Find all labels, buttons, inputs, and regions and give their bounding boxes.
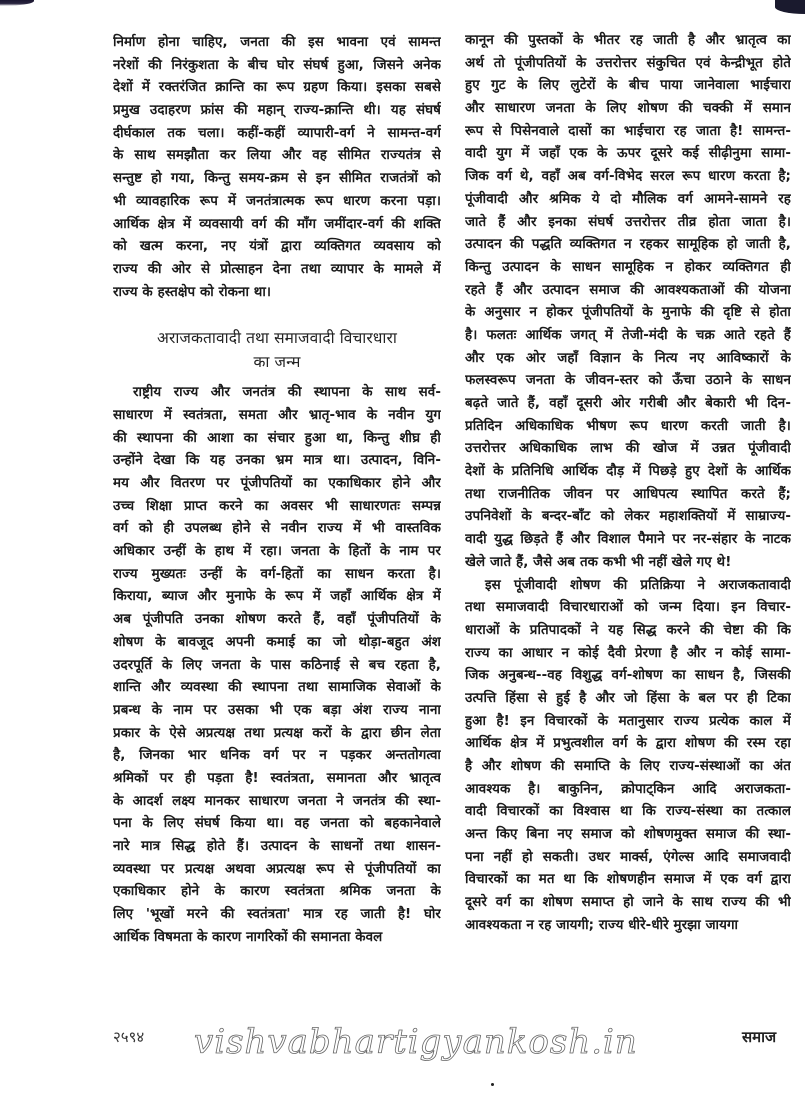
right-column	[465, 30, 791, 938]
text-line: किन्तु उत्पादन के साधन सामूहिक न होकर व्यक्तिगत ही	[465, 259, 791, 275]
text-line: वादी युद्ध छिड़ते हैं और विशाल पैमाने पर नर-संहार के नाटक	[465, 532, 791, 548]
text-line: पना नहीं हो सकती। उधर मार्क्स, एंगेल्स आदि समाजवादी	[465, 849, 791, 865]
section-name: समाज	[742, 1028, 777, 1046]
text-line: एकाधिकार होने के कारण स्वतंत्रता श्रमिक जनता के	[113, 884, 441, 900]
text-line: वादी युग में जहाँ एक के ऊपर दूसरे कई सीढ़ीनुमा सामा-	[465, 146, 791, 162]
text-line: तथा समाजवादी विचारधाराओं को जन्म दिया। इन विचार-	[465, 600, 791, 616]
text-line: अब पूंजीपति उनका शोषण करते हैं, वहाँ पूंजीपतियों के	[113, 612, 441, 628]
text-line: तथा राजनीतिक जीवन पर आधिपत्य स्थापित करते हैं;	[465, 486, 791, 502]
text-line: और साधारण जनता के लिए शोषण की चक्की में समान	[465, 101, 791, 117]
text-line: राज्य का आधार न कोई दैवी प्रेरणा है और न कोई सामा-	[465, 645, 791, 661]
section-heading	[113, 326, 441, 374]
text-line: सन्तुष्ट हो गया, किन्तु समय-क्रम से इन सीमित राजतंत्रों को	[113, 171, 441, 187]
text-line: उच्च शिक्षा प्राप्त करने का अवसर भी साधारणतः सम्पन्न	[113, 498, 441, 514]
text-line: उत्तरोत्तर अधिकाधिक लाभ की खोज में उन्नत पूंजीवादी	[465, 441, 791, 457]
scan-speck	[491, 1083, 494, 1086]
page-number: २५९४	[113, 1028, 145, 1046]
text-line: राज्य मुख्यतः उन्हीं के वर्ग-हितों का साधन करता है।	[113, 566, 441, 582]
text-line: पना के लिए संघर्ष किया था। वह जनता को बहकानेवाले	[113, 816, 441, 832]
text-line: नरेशों की निरंकुशता के बीच घोर संघर्ष हुआ, जिसने अनेक	[113, 57, 441, 73]
right-paragraph-1	[465, 30, 791, 575]
text-line: आर्थिक क्षेत्र में व्यवसायी वर्ग की माँग जमींदार-वर्ग की शक्ति	[113, 216, 441, 232]
text-line: शान्ति और व्यवस्था की स्थापना तथा सामाजिक सेवाओं के	[113, 680, 441, 696]
text-line: अधिकार उन्हीं के हाथ में रहा। जनता के हितों के नाम पर	[113, 544, 441, 560]
text-line: उन्होंने देखा कि यह उनका भ्रम मात्र था। उत्पादन, विनि-	[113, 453, 441, 469]
text-line: इस पूंजीवादी शोषण की प्रतिक्रिया ने अराजकतावादी	[485, 577, 791, 593]
text-line: और एक ओर जहाँ विज्ञान के नित्य नए आविष्कारों के	[465, 350, 791, 366]
text-line: आर्थिक क्षेत्र में प्रभुत्वशील वर्ग के द्वारा शोषण की रस्म रहा	[465, 736, 791, 752]
text-line: राष्ट्रीय राज्य और जनतंत्र की स्थापना के साथ सर्व-	[133, 385, 441, 401]
watermark: vishvabhartigyankosh.in	[194, 1022, 638, 1062]
scan-edge-shadow-left	[0, 0, 34, 6]
text-line: फलस्वरूप जनता के जीवन-स्तर को ऊँचा उठाने के साधन	[465, 373, 791, 389]
text-line: कानून की पुस्तकों के भीतर रह जाती है और भ्रातृत्व का	[465, 33, 791, 48]
text-line: राज्य के हस्तक्षेप को रोकना था।	[113, 284, 272, 300]
left-column	[113, 32, 441, 949]
text-line: जिक अनुबन्ध--वह विशुद्ध वर्ग-शोषण का साधन है, जिसकी	[465, 668, 791, 684]
text-line: अर्थ तो पूंजीपतियों के उत्तरोत्तर संकुचित एवं केन्द्रीभूत होते	[465, 55, 791, 71]
text-line: खेले जाते हैं, जैसे अब तक कभी भी नहीं खेले गए थे!	[465, 554, 732, 570]
text-line: देशों में रक्तरंजित क्रान्ति का रूप ग्रहण किया। इसका सबसे	[113, 80, 441, 96]
text-line: राज्य की ओर से प्रोत्साहन देना तथा व्यापार के मामले में	[113, 261, 441, 277]
text-line: प्रतिदिन अधिकाधिक भीषण रूप धारण करती जाती है।	[465, 418, 791, 434]
text-line: आर्थिक विषमता के कारण नागरिकों की समानता केवल	[113, 929, 383, 945]
text-line: किराया, ब्याज और मुनाफे के रूप में जहाँ आर्थिक क्षेत्र में	[113, 589, 441, 605]
text-line: शोषण के बावजूद अपनी कमाई का जो थोड़ा-बहुत अंश	[113, 634, 441, 650]
section-heading-line-2: का जन्म	[253, 353, 301, 372]
text-line: देशों के प्रतिनिधि आर्थिक दौड़ में पिछड़े हुए देशों के आर्थिक	[465, 464, 791, 480]
text-line: व्यवस्था पर प्रत्यक्ष अथवा अप्रत्यक्ष रूप से पूंजीपतियों का	[113, 861, 441, 877]
text-line: नारे मात्र सिद्ध होते हैं। उत्पादन के साधनों तथा शासन-	[113, 839, 441, 854]
text-line: है, जिनका भार धनिक वर्ग पर न पड़कर अन्ततोगत्वा	[113, 748, 441, 764]
text-line: को खत्म करना, नए यंत्रों द्वारा व्यक्तिगत व्यवसाय को	[113, 239, 441, 255]
scan-edge-shadow-right	[775, 0, 805, 14]
text-line: जिक वर्ग थे, वहाँ अब वर्ग-विभेद सरल रूप धारण करता है;	[465, 169, 791, 185]
text-line: उपनिवेशों के बन्दर-बाँट को लेकर महाशक्तियों में साम्राज्य-	[465, 509, 791, 525]
text-line: धाराओं के प्रतिपादकों ने यह सिद्ध करने की चेष्टा की कि	[465, 622, 791, 638]
text-line: उत्पादन की पद्धति व्यक्तिगत न रहकर सामूहिक हो जाती है,	[465, 237, 791, 253]
text-line: प्रमुख उदाहरण फ्रांस की महान् राज्य-क्रान्ति थी। यह संघर्ष	[113, 103, 441, 119]
text-line: प्रबन्ध के नाम पर उसका भी एक बड़ा अंश राज्य नाना	[113, 702, 441, 718]
text-line: प्रकार के ऐसे अप्रत्यक्ष तथा प्रत्यक्ष करों के द्वारा छीन लेता	[113, 725, 441, 741]
text-line: उत्पत्ति हिंसा से हुई है और जो हिंसा के बल पर ही टिका	[465, 690, 791, 706]
text-line: के अनुसार न होकर पूंजीपतियों के मुनाफे की दृष्टि से होता	[465, 305, 791, 321]
text-line: जाते हैं और इनका संघर्ष उत्तरोत्तर तीव्र होता जाता है।	[465, 214, 791, 230]
text-line: वादी विचारकों का विश्वास था कि राज्य-संस्था का तत्काल	[465, 804, 791, 820]
text-line: अन्त किए बिना नए समाज को शोषणमुक्त समाज की स्था-	[465, 827, 791, 843]
left-paragraph-1	[113, 32, 441, 304]
right-paragraph-2	[465, 575, 791, 938]
text-line: लिए 'भूखों मरने की स्वतंत्रता' मात्र रह जाती है! घोर	[113, 907, 441, 923]
text-line: है और शोषण की समाप्ति के लिए राज्य-संस्थाओं का अंत	[465, 759, 791, 774]
text-line: हुए गुट के लिए लुटेरों के बीच पाया जानेवाला भाईचारा	[465, 78, 791, 94]
section-heading-line-1: अराजकतावादी तथा समाजवादी विचारधारा	[157, 329, 397, 348]
text-line: आवश्यकता न रह जायगी; राज्य धीरे-धीरे मुरझा जायगा	[465, 917, 739, 933]
text-line: पूंजीवादी और श्रमिक ये दो मौलिक वर्ग आमने-सामने रह	[465, 191, 791, 207]
text-line: बढ़ते जाते हैं, वहाँ दूसरी ओर गरीबी और बेकारी भी दिन-	[465, 396, 791, 411]
text-line: साधारण में स्वतंत्रता, समता और भ्रातृ-भाव के नवीन युग	[113, 407, 441, 423]
text-line: की स्थापना की आशा का संचार हुआ था, किन्तु शीघ्र ही	[113, 430, 441, 446]
text-line: के साथ समझौता कर लिया और वह सीमित राज्यतंत्र से	[113, 148, 441, 164]
text-line: आवश्यक है। बाकुनिन, क्रोपाट्किन आदि अराजकता-	[465, 781, 791, 797]
text-line: भी व्यावहारिक रूप में जनतंत्रात्मक रूप धारण करना पड़ा।	[113, 193, 441, 209]
text-line: निर्माण होना चाहिए, जनता की इस भावना एवं सामन्त	[113, 35, 441, 50]
text-line: श्रमिकों पर ही पड़ता है! स्वतंत्रता, समानता और भ्रातृत्व	[113, 770, 441, 786]
text-line: के आदर्श लक्ष्य मानकर साधारण जनता ने जनतंत्र की स्था-	[113, 793, 441, 809]
text-line: विचारकों का मत था कि शोषणहीन समाज में एक वर्ग द्वारा	[465, 872, 791, 888]
text-line: वर्ग को ही उपलब्ध होने से नवीन राज्य में भी वास्तविक	[113, 521, 441, 537]
text-line: रूप से पिसेनवाले दासों का भाईचारा रह जाता है! सामन्त-	[465, 123, 791, 139]
text-line: उदरपूर्ति के लिए जनता के पास कठिनाई से बच रहता है,	[113, 657, 441, 673]
text-line: दीर्घकाल तक चला। कहीं-कहीं व्यापारी-वर्ग ने सामन्त-वर्ग	[113, 125, 441, 141]
text-line: दूसरे वर्ग का शोषण समाप्त हो जाने के साथ राज्य की भी	[465, 895, 791, 911]
left-paragraph-2	[113, 382, 441, 949]
text-line: मय और वितरण पर पूंजीपतियों का एकाधिकार होने और	[113, 476, 441, 491]
text-line: हुआ है! इन विचारकों के मतानुसार राज्य प्रत्येक काल में	[465, 713, 791, 729]
text-line: है। फलतः आर्थिक जगत् में तेजी-मंदी के चक्र आते रहते हैं	[465, 327, 791, 343]
text-line: रहते हैं और उत्पादन समाज की आवश्यकताओं की योजना	[465, 282, 791, 298]
